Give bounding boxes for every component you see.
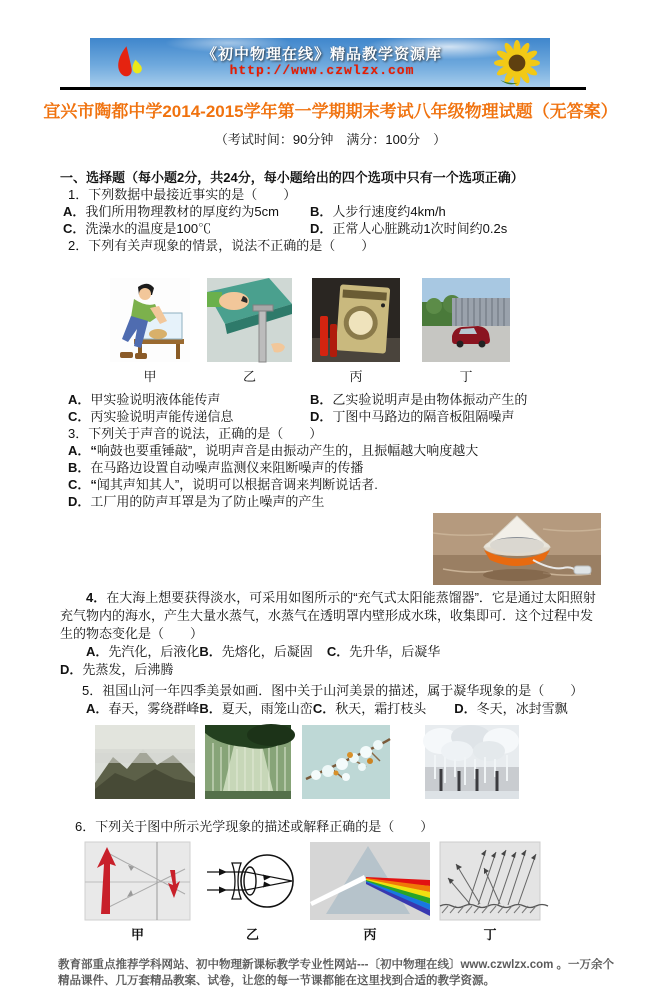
q3-option-a: A．“响鼓也要重锤敲”，说明声音是由振动产生的，且振幅越大响度越大 [68, 443, 479, 458]
q1-option-a: A．我们所用物理教材的厚度约为5cm [63, 204, 279, 219]
q5-option-a: A．春天，雾绕群峰 [86, 701, 200, 716]
table-knock-illustration [207, 278, 292, 362]
q4-option-c: C．先升华，后凝华 [326, 644, 441, 659]
q1-stem: 1．下列数据中最接近事实的是（ ） [68, 187, 297, 202]
q4-option-a: A．先汽化，后液化 [86, 644, 200, 659]
q5-figure-winter [425, 725, 519, 799]
q3-option-d: D．工厂用的防声耳罩是为了防止噪声的产生 [68, 494, 325, 509]
prism-dispersion-diagram [310, 842, 430, 920]
q6-figure-ding [440, 842, 540, 943]
q6-figure-row [60, 842, 601, 943]
q5-option-d: D．冬天，冰封雪飘 [454, 701, 568, 716]
exam-page [0, 38, 661, 987]
q1-option-b: B．人步行速度约4km/h [310, 204, 446, 219]
q3-option-c: C．“闻其声知其人”，说明可以根据音调来判断说话者. [68, 477, 378, 492]
road-noise-barrier-photo [422, 278, 510, 362]
q2-figure-caption: 乙 [242, 369, 256, 384]
q5-stem: 5．祖国山河一年四季美景如画．图中关于山河美景的描述，属于凝华现象的是（ ） [82, 683, 584, 698]
q6-figure-bing [310, 842, 430, 943]
q2-figure-caption: 丁 [459, 369, 473, 384]
q4-options-abc [60, 643, 601, 661]
eye-lens-diagram [205, 842, 300, 920]
q6-figure-caption: 甲 [130, 927, 144, 942]
q2-figure-row [60, 278, 601, 385]
page-title: 宜兴市陶都中学2014-2015学年第一学期期末考试八年级物理试题（无答案） [43, 102, 618, 121]
header-divider [60, 87, 586, 90]
q3-option-b: B．在马路边设置自动噪声监测仪来阻断噪声的传播 [68, 460, 364, 475]
q5-options [60, 700, 601, 718]
frost-branches-photo [302, 725, 390, 799]
tank-experiment-illustration [110, 278, 190, 362]
mirror-image-diagram [85, 842, 190, 920]
q2-options-ab [60, 391, 601, 408]
section-heading: 一、选择题（每小题2分，共24分，每小题给出的四个选项中只有一个选项正确） [60, 170, 524, 185]
q1-options-cd [60, 220, 601, 237]
q2-option-d: D．丁图中马路边的隔音板阻隔噪声 [310, 409, 515, 424]
flame-logo-icon [108, 43, 150, 83]
q2-figure-jia [110, 278, 190, 385]
q4-option-b: B．先熔化，后凝固 [199, 644, 313, 659]
q2-figure-yi [207, 278, 292, 385]
q2-figure-bing [312, 278, 400, 385]
site-banner [90, 38, 550, 87]
q2-option-a: A．甲实验说明液体能传声 [68, 392, 221, 407]
q2-option-b: B．乙实验说明声是由物体振动产生的 [310, 392, 528, 407]
q5-option-b: B．夏天，雨笼山峦 [199, 701, 313, 716]
q5-figure-spring [95, 725, 195, 799]
summer-rain-photo [205, 725, 291, 799]
q4-option-d: D．先蒸发，后沸腾 [60, 662, 174, 677]
site-url-link[interactable]: http://www.czwlzx.com [229, 62, 415, 78]
q6-figure-caption: 丙 [363, 927, 377, 942]
q2-option-c: C．丙实验说明声能传递信息 [68, 409, 234, 424]
q4-block [60, 512, 601, 679]
q6-figure-jia [85, 842, 190, 943]
q6-figure-yi [205, 842, 300, 943]
diffuse-reflection-diagram [440, 842, 540, 920]
q6-stem: 6．下列关于图中所示光学现象的描述或解释正确的是（ ） [75, 819, 434, 834]
q1-option-c: C．洗澡水的温度是100℃ [63, 221, 212, 236]
q5-option-c: C．秋天，霜打枝头 [312, 701, 427, 716]
q3-stem: 3．下列关于声音的说法，正确的是（ ） [68, 426, 323, 441]
q4-stem: 4．在大海上想要获得淡水，可采用如图所示的“充气式太阳能蒸馏器”．它是通过太阳照射充气物内的海水，产生大量水蒸气，水蒸气在透明罩内壁形成水珠，收集即可．这个过程中发生的物态变化是（ ） [60, 590, 596, 641]
solar-still-photo [433, 513, 601, 585]
q6-figure-caption: 乙 [245, 927, 259, 942]
q2-figure-caption: 甲 [143, 369, 157, 384]
exam-info: （考试时间：90分钟 满分：100分 ） [214, 132, 447, 147]
footer-promo-text: 教育部重点推荐学科网站、初中物理新课标教学专业性网站---〔初中物理在线〕www.czwlzx.com 。一万余个精品课件、几万套精品教案、试卷，让您的每一节课都能在这里找到合适的教学资源。 [58, 959, 615, 987]
q2-figure-ding [422, 278, 510, 385]
q6-figure-caption: 丁 [483, 927, 497, 942]
q1-option-d: D．正常人心脏跳动1次时间约0.2s [310, 221, 508, 236]
q5-figure-row [60, 725, 601, 799]
radio-speaker-illustration [312, 278, 400, 362]
banner-text [150, 47, 494, 78]
misty-mountains-photo [95, 725, 195, 799]
exam-body [60, 169, 601, 943]
q2-figure-caption: 丙 [349, 369, 363, 384]
q5-figure-summer [205, 725, 291, 799]
ice-trees-photo [425, 725, 519, 799]
q2-stem: 2．下列有关声现象的情景，说法不正确的是（ ） [68, 238, 375, 253]
q5-figure-autumn [302, 725, 390, 799]
site-title: 《初中物理在线》精品教学资源库 [201, 46, 442, 64]
q1-options-ab [60, 203, 601, 220]
q2-options-cd [60, 408, 601, 425]
sunflower-icon [494, 40, 540, 86]
